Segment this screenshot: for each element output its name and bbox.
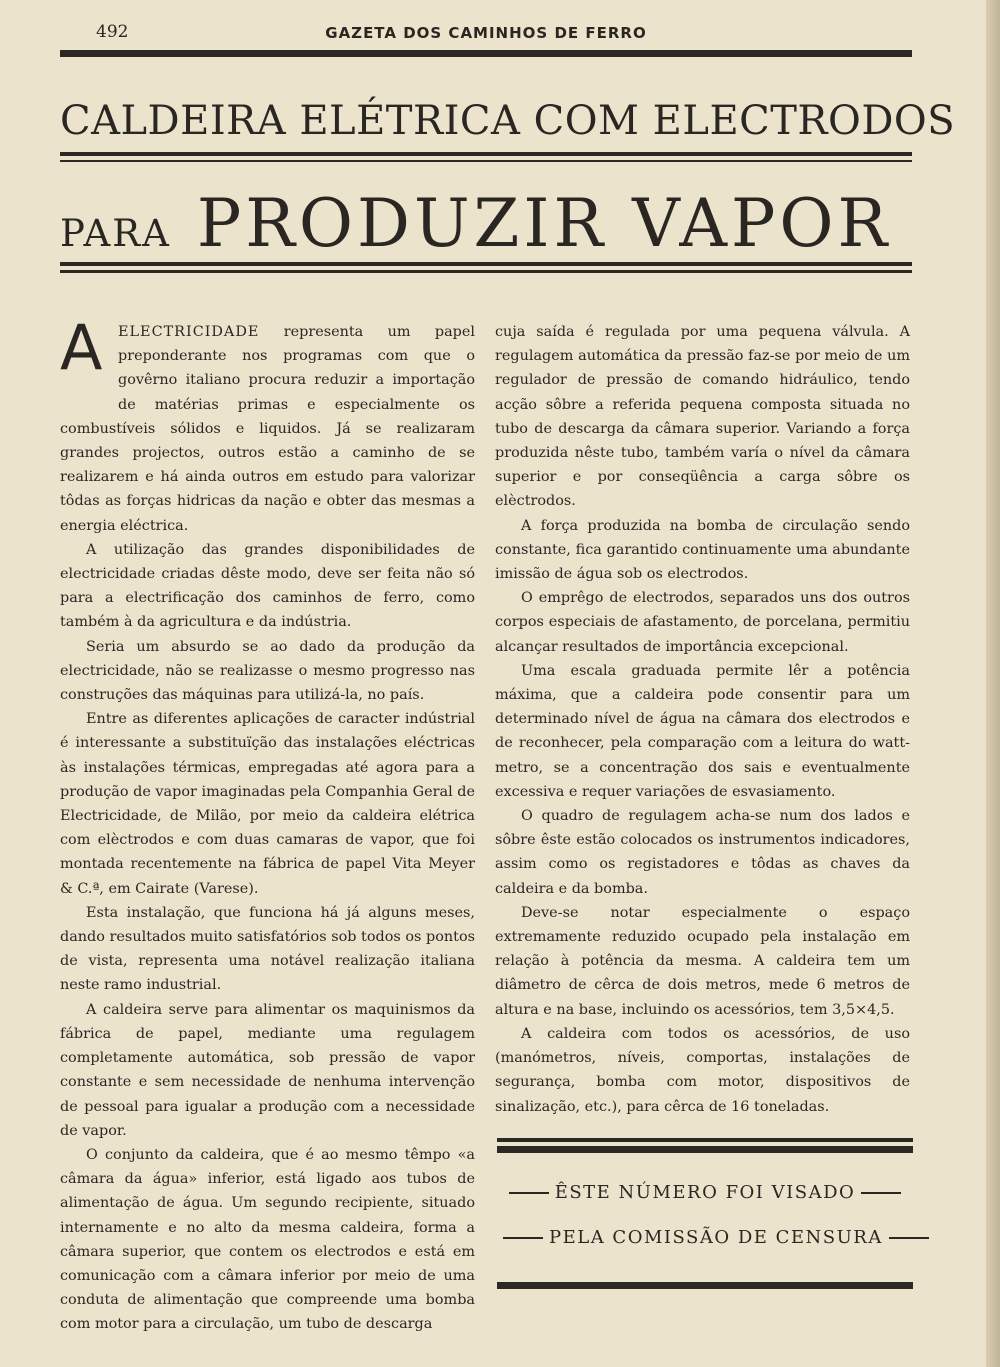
notice-rule-bottom: [497, 1282, 913, 1289]
article-paragraph: Entre as diferentes aplicações de caracter indústrial é interessante a substituïção das instalações eléctricas às instalações térmicas, empregadas até agora para a produção de vapor imaginadas pela Companhia Geral de Electricidade, de Milão, por meio da caldeira elétrica com elèctrodos e com duas camaras de vapor, que foi montada recentemente na fábrica de papel Vita Meyer & C.ª, em Cairate (Varese).: [60, 711, 475, 897]
article-paragraph: A força produzida na bomba de circulação sendo constante, fica garantido continuamente uma abundante imissão de água sob os electrodos.: [495, 517, 910, 583]
article-column-left: A ELECTRICIDADE representa um papel preponderante nos programas com que o govêrno italiano procura reduzir a importação de matérias primas e especialmente os combustíveis sólidos e liquidos. Já se realizaram grandes projectos, outros estão a caminho de se realizarem e há ainda outros em estudo para valorizar tôdas as forças hidricas da nação e obter das mesmas a energia eléctrica. A utilização das grandes disponibilidades de electricidade criadas dêste modo, deve ser feita não só para a electrificação dos caminhos de ferro, como também à da agricultura e da indústria. Seria um absurdo se ao dado da produção da electricidade, não se realizasse o mesmo progresso nas construções das máquinas para utilizá-la, no país. Entre as diferentes aplicações de caracter indústrial é interessante a substituïção das instalações eléctricas às instalações térmicas, empregadas até agora para a produção de vapor imaginadas pela Companhia Geral de Electricidade, de Milão, por meio da caldeira elétrica com elèctrodos e com duas camaras de vapor, que foi montada recentemente na fábrica de papel Vita Meyer & C.ª, em Cairate (Varese). Esta instalação, que funciona há já alguns meses, dando resultados muito satisfatórios sob todos os pontos de vista, representa uma notável realização italiana neste ramo industrial. A caldeira serve para alimentar os maquinismos da fábrica de papel, mediante uma regulagem completamente automática, sob pressão de vapor constante e sem necessidade de nenhuma intervenção de pessoal para igualar a produção com a necessidade de vapor. O conjunto da caldeira, que é ao mesmo têmpo «a câmara da água» inferior, está ligado aos tubos de alimentação de água. Um segundo recipiente, situado internamente e no alto da mesma caldeira, forma a câmara superior, que contem os electrodos e está em comunicação com a câmara inferior por meio de uma conduta de alimentação que compreende uma bomba com motor para a circulação, um tubo de descarga: [60, 320, 475, 1337]
notice-rule-top-2: [497, 1146, 913, 1153]
article-column-right: [495, 320, 910, 1119]
running-title: GAZETA DOS CAMINHOS DE FERRO: [325, 24, 647, 42]
article-paragraph: O emprêgo de electrodos, separados uns dos outros corpos especiais de afastamento, de porcelana, permitiu alcançar resultados de importância excepcional.: [495, 590, 910, 655]
lead-word: ELECTRICIDADE: [118, 324, 260, 340]
article-paragraph: A utilização das grandes disponibilidades de electricidade criadas dêste modo, deve ser feita não só para a electrificação dos caminhos de ferro, como também à da agricultura e da indústria.: [60, 541, 475, 631]
article-paragraph: O quadro de regulagem acha-se num dos lados e sôbre êste estão colocados os instrumentos indicadores, assim como os registadores e tôdas as chaves da caldeira e da bomba.: [495, 808, 910, 897]
article-paragraph: A caldeira serve para alimentar os maquinismos da fábrica de papel, mediante uma regulagem completamente automática, sob pressão de vapor constante e sem necessidade de nenhuma intervenção de pessoal para igualar a produção com a necessidade de vapor.: [60, 1001, 475, 1139]
headline-line-2: [60, 185, 912, 262]
title-rule-4: [60, 270, 912, 273]
article-paragraph: A caldeira com todos os acessórios, de uso (manómetros, níveis, comportas, instalações de segurança, bomba com motor, dispositivos de sinalização, etc.), para cêrca de 16 toneladas.: [495, 1025, 910, 1115]
headline-big-words: PRODUZIR VAPOR: [196, 185, 892, 262]
title-rule-1: [60, 152, 912, 156]
drop-cap: A: [60, 311, 103, 384]
censorship-notice: [497, 1138, 913, 1298]
page-number: 492: [96, 22, 129, 42]
page-header: [60, 20, 912, 46]
article-paragraph: Uma escala graduada permite lêr a potência máxima, que a caldeira pode consentir para um determinado nível de água na câmara dos electrodos e de reconhecer, pela comparação com a leitura do watt-metro, se a concentração dos sais e eventualmente excessiva e requer variações de esvasiamento.: [495, 662, 910, 800]
notice-rule-top-1: [497, 1138, 913, 1142]
article-paragraph: O conjunto da caldeira, que é ao mesmo têmpo «a câmara da água» inferior, está ligado aos tubos de alimentação de água. Um segundo recipiente, situado internamente e no alto da mesma caldeira, forma a câmara superior, que contem os electrodos e está em comunicação com a câmara inferior por meio de uma conduta de alimentação que compreende uma bomba com motor para a circulação, um tubo de descarga: [60, 1146, 475, 1333]
headline-line-1: CALDEIRA ELÉTRICA COM ELECTRODOS: [60, 98, 956, 144]
page-edge: [986, 0, 1000, 1367]
article-paragraph: Seria um absurdo se ao dado da produção da electricidade, não se realizasse o mesmo progresso nas construções das máquinas para utilizá-la, no país.: [60, 638, 475, 704]
title-rule-2: [60, 160, 912, 162]
article-paragraph: Esta instalação, que funciona há já alguns meses, dando resultados muito satisfatórios sob todos os pontos de vista, representa uma notável realização italiana neste ramo industrial.: [60, 904, 475, 994]
notice-line-2: PELA COMISSÃO DE CENSURA: [497, 1227, 913, 1248]
article-paragraph: Deve-se notar especialmente o espaço extremamente reduzido ocupado pela instalação em relação à potência da mesma. A caldeira tem um diâmetro de cêrca de dois metros, mede 6 metros de altura e na base, incluindo os acessórios, tem 3,5×4,5.: [495, 904, 910, 1018]
article-paragraph: cuja saída é regulada por uma pequena válvula. A regulagem automática da pressão faz-se por meio de um regulador de pressão de comando hidráulico, tendo acção sôbre a referida pequena composta situada no tubo de descarga da câmara superior. Variando a força produzida nêste tubo, também varía o nível da câmara superior e por conseqüência a carga sôbre os elèctrodos.: [495, 324, 910, 510]
title-rule-3: [60, 262, 912, 266]
notice-line-1: ÊSTE NÚMERO FOI VISADO: [497, 1182, 913, 1203]
headline-small-word: PARA: [60, 212, 171, 255]
header-rule: [60, 50, 912, 57]
